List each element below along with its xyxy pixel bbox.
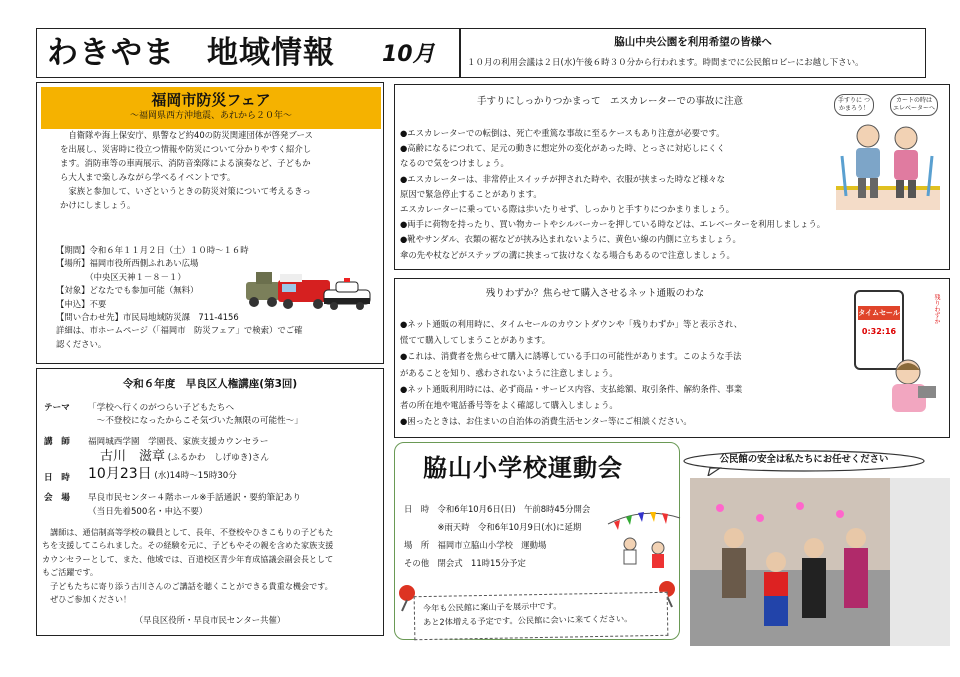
time-sale-banner: タイムセール [858,306,900,320]
scarecrow-photo [690,478,950,646]
few-left-badge: 残りわずか [933,294,940,324]
net-body [400,316,742,429]
elderly-couple-icon [832,116,944,214]
fair-paragraph: ます。消防車等の車両展示、消防音楽隊による演奏など、子どもか [60,158,311,168]
park-notice [460,28,926,78]
park-notice-heading: 脇山中央公園を利用希望の皆様へ [614,36,772,48]
safety-caption-bubble [680,450,928,476]
sports-title: 脇山小学校運動会 [423,454,623,482]
sports-details [404,500,590,572]
scarecrow-note [414,592,669,640]
fair-paragraph: かけにしましょう。 [60,200,136,210]
countdown-timer: 0:32:16 [861,327,897,336]
net-line: ●ネット通販の利用時に、タイムセールのカウントダウンや「残りわずか」等と表示され、 [400,319,743,329]
fair-info-line: 【場所】福岡市役所西側ふれあい広場 [56,258,199,269]
hr-body [42,526,333,606]
hr-title: 令和６年度 早良区人権講座(第3回) [122,378,298,390]
hr-theme-line: 「学校へ行くのがつらい子どもたちへ [88,403,235,413]
hr-date-main: 10月23日 [88,466,152,482]
hr-body-line: カウンセラーとして、また、他域では、百道校区青少年育成協議会副会長として [42,553,334,564]
fair-subtitle: ～福岡県西方沖地震、あれから２０年～ [129,110,292,121]
escalator-body [400,126,825,263]
net-line: 者の所在地や電話番号等をよく確認して購入しましょう。 [400,400,618,411]
hr-body-line: 子どもたちに寄り添う古川さんのご講話を聴くことができる貴重な機会です。 [42,580,333,591]
fair-info-line: （中央区天神１－８－１） [56,271,186,282]
net-line: ●これは、消費者を焦らせて購入に誘導している手口の可能性があります。このような手法 [400,351,742,362]
hr-venue-label: 会 場 [44,493,70,503]
escalator-line: ●高齢になるにつれて、足元の動きに想定外の変化があった時、とっさに対応しにくく [400,143,725,154]
hr-lecturer [100,450,269,465]
net-line: 慌てて購入してしまうことがあります。 [400,335,551,346]
fair-description [60,128,313,212]
fair-info-line: 【対象】どなたでも参加可能（無料） [56,285,199,296]
hr-date-time: (水)14時～15時30分 [154,471,237,481]
escalator-line: ●エスカレーターは、非常停止スイッチが押された時や、衣服が挟まった時など様々な [400,173,726,184]
hr-body-line: ぜひご参加ください！ [42,594,132,605]
hr-theme-label: テーマ [44,403,70,413]
net-line: ●困ったときは、お住まいの自治体の消費生活センター等にご相談ください。 [400,416,692,427]
speech-bubble-right: カートの時は エレベーターへ [890,94,938,116]
safety-caption: 公民館の安全は私たちにお任せください [719,454,889,465]
fair-paragraph: 家族と参加して、いざというときの防災対策について考えるきっ [60,186,311,196]
worried-woman-icon [878,356,942,414]
hr-body-line: ちを支援してこられました。その経験を元に、子どもやその親を含めた家族支援 [42,540,334,551]
fair-info-line: 【期間】令和６年１１月２日（土）１０時～１６時 [56,245,249,255]
police-car-icon [324,278,370,310]
fair-paragraph: 自衛隊や海上保安庁、県警など約40の防災関連団体が啓発ブース [60,130,313,140]
scarecrows-icon [690,478,950,646]
hr-date [88,468,237,483]
fair-title: 福岡市防災フェア [151,91,271,109]
escalator-heading: 手すりにしっかりつかまって エスカレーターでの事故に注意 [476,96,743,107]
sports-row: ※雨天時 令和6年10月9日(水)に延期 [404,522,582,532]
fair-info-line: 【問い合わせ先】市民局地域防災課 711-4156 [56,312,239,323]
hr-lecturer-kana: (ふるかわ しげゆき)さん [167,453,269,463]
fair-info-line: 【申込】不要 [56,298,107,309]
hr-lecturer-name: 古川 滋章 [100,449,166,464]
military-truck-icon [246,272,280,307]
fair-paragraph: ら大人まで楽しみながら学べるイベントです。 [60,172,236,182]
hr-body-line: 講師は、通信制高等学校の職員として、長年、不登校やひきこもりの子どもた [42,527,334,537]
escalator-illustration [832,90,944,214]
net-line: ●ネット通販利用時には、必ず商品・サービス内容、支払総額、取引条件、解約条件、事業 [400,383,743,394]
fire-truck-icon [278,274,330,309]
escalator-line: ●エスカレーターでの転倒は、死亡や重篤な事故に至るケースもあり注意が必要です。 [400,128,725,138]
sports-flags-illustration [606,504,682,580]
fair-info-line: 認ください。 [56,338,107,349]
hr-venue: 早良市民センター４階ホール※手話通訳・要約筆記あり [88,493,301,503]
park-notice-body: １０月の利用会議は２日(水)午後６時３０分から行われます。時間までに公民館ロビーにお越し下さい。 [467,58,864,68]
hr-body-line: もご活躍です。 [42,567,99,578]
hr-footer: （早良区役所・早良市民センター共催） [134,615,286,625]
fair-header [41,87,381,129]
page-title: わきやま 地域情報 [47,35,335,71]
escalator-line: エスカレーターに乗っている際は歩いたりせず、しっかりと手すりにつかまりましょう。 [400,204,735,215]
hr-theme [88,402,303,429]
hr-lecturer-affiliation: 福岡城西学園 学園長、家族支援カウンセラー [88,437,269,447]
sports-row: 場 所 福岡市立脇山小学校 運動場 [404,540,547,550]
fair-paragraph: を出展し、災害時に役立つ情報や防災について分かりやすく紹介し [60,144,312,154]
escalator-line: ●両手に荷物を持ったり、買い物カートやシルバーカーを押している時などは、エレベーターを利用しましょう。 [400,219,826,230]
hr-theme-line: ～不登校になったからこそ気づいた無限の可能性～」 [88,416,303,427]
net-heading: 残りわずか？焦らせて購入させるネット通販のわな [485,288,705,299]
header-box [36,28,460,78]
escalator-line: ●靴やサンダル、衣類の裾などが挟み込まれないように、黄色い線の内側に立ちましょう。 [400,234,741,245]
escalator-line: なるので気をつけましょう。 [400,158,509,169]
hr-venue-note: （当日先着500名・申込不要） [88,507,208,517]
scarecrow-note-line: あと2体増える予定です。公民館に会いに来てください。 [423,613,633,628]
escalator-line: 傘の先や杖などがステップの溝に挟まって抜けなくなる場合もあるので注意しましょう。 [400,249,735,260]
sports-row: 日 時 令和6年10月6日(日) 午前8時45分開会 [404,504,591,514]
net-illustration [848,286,944,416]
sports-row: その他 閉会式 11時15分予定 [404,558,526,568]
page-month: 10月 [382,42,435,67]
hr-lecturer-label: 講 師 [44,437,70,447]
scarecrow-note-line: 今年も公民館に案山子を展示中です。 [422,600,562,614]
escalator-line: 原因で緊急停止することがあります。 [400,188,542,199]
net-line: があることを知り、惑わされないように注意しましょう。 [400,367,618,378]
emergency-vehicles-illustration [244,262,374,318]
speech-bubble-left: 手すりに つかまろう！ [834,94,874,116]
hr-date-label: 日 時 [44,473,70,483]
fair-info-line: 詳細は、市ホームページ（「福岡市 防災フェア」で検索）でご確 [56,325,303,336]
